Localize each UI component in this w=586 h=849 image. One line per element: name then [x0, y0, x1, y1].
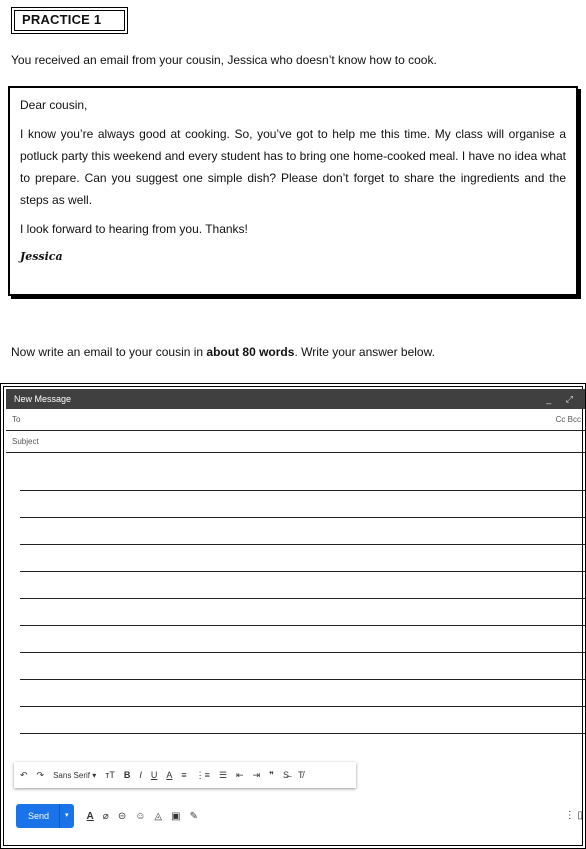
bulleted-list-icon[interactable]: ☰	[218, 769, 228, 780]
font-label: Sans Serif	[53, 770, 90, 780]
answer-line[interactable]	[20, 490, 585, 491]
answer-line[interactable]	[20, 598, 585, 599]
text-size-icon[interactable]: тT	[105, 770, 115, 780]
emoji-icon[interactable]: ☺	[135, 810, 146, 822]
redo-icon[interactable]: ↷	[36, 769, 45, 780]
instruction-bold: about 80 words	[206, 345, 295, 359]
indent-more-icon[interactable]: ⇥	[252, 769, 261, 780]
letter-greeting: Dear cousin,	[20, 98, 88, 112]
compose-header	[6, 389, 585, 409]
letter-body: I know you’re always good at cooking. So, you’ve got to help me this time. My class will organise a potluck party this weekend and every student has to bring one home-cooked meal. I have no idea what to prepare. Can you suggest one simple dish? Please don’t forget to share the ingredients and the steps as well.	[20, 127, 566, 207]
photo-icon[interactable]: ▣	[171, 810, 181, 822]
minimize-expand-icons[interactable]: _ ⤢	[546, 394, 579, 404]
send-label: Send	[28, 811, 50, 821]
link-icon[interactable]: ⊝	[117, 810, 127, 822]
numbered-list-icon[interactable]: ⋮≡	[195, 769, 210, 780]
subject-label: Subject	[12, 437, 39, 446]
chevron-down-icon: ▾	[92, 770, 97, 780]
formatting-options-icon[interactable]: A	[86, 810, 94, 822]
send-button[interactable]	[16, 804, 74, 828]
font-select[interactable]	[53, 771, 96, 780]
instruction-before: Now write an email to your cousin in	[11, 345, 207, 359]
answer-line[interactable]	[20, 571, 585, 572]
to-field[interactable]	[6, 409, 585, 431]
text-color-icon[interactable]: A	[166, 770, 173, 780]
format-toolbar	[14, 762, 356, 788]
bold-icon[interactable]: B	[123, 770, 131, 780]
answer-line[interactable]	[20, 733, 585, 734]
underline-icon[interactable]: U	[150, 770, 158, 780]
instruction	[11, 345, 435, 359]
cc-bcc-link[interactable]: Cc Bcc	[555, 415, 581, 424]
instruction-after: . Write your answer below.	[294, 345, 435, 359]
answer-line[interactable]	[20, 517, 585, 518]
signature-icon[interactable]: ✎	[189, 810, 198, 822]
letter-box	[8, 86, 578, 296]
to-label: To	[12, 415, 21, 424]
indent-less-icon[interactable]: ⇤	[236, 769, 244, 780]
intro-text: You received an email from your cousin, Jessica who doesn’t know how to cook.	[11, 53, 437, 67]
letter-signature: Jessica	[20, 250, 63, 263]
trash-icon[interactable]: ▯	[577, 810, 583, 821]
practice-label: PRACTICE 1	[11, 7, 128, 34]
send-options-icon[interactable]: ▾	[59, 804, 74, 828]
bottom-right-actions	[565, 799, 583, 833]
answer-line[interactable]	[20, 652, 585, 653]
answer-line[interactable]	[20, 544, 585, 545]
quote-icon[interactable]: ❞	[269, 769, 274, 780]
compose-window	[0, 383, 586, 849]
answer-line[interactable]	[20, 679, 585, 680]
italic-icon[interactable]: I	[139, 770, 142, 780]
answer-line[interactable]	[20, 625, 585, 626]
answer-line[interactable]	[20, 706, 585, 707]
letter-closing: I look forward to hearing from you. Thanks!	[20, 222, 248, 236]
attach-icon[interactable]: ⌀	[102, 810, 109, 822]
drive-icon[interactable]: ◬	[154, 810, 163, 822]
compose-bottom-bar	[6, 799, 585, 833]
align-icon[interactable]: ≡	[181, 770, 187, 780]
compose-title: New Message	[14, 394, 72, 404]
subject-field[interactable]	[6, 431, 585, 453]
strikethrough-icon[interactable]: S̶	[282, 770, 289, 780]
clear-format-icon[interactable]: T̸	[297, 770, 304, 780]
more-options-icon[interactable]: ⋮	[564, 810, 575, 821]
undo-icon[interactable]: ↶	[20, 769, 28, 780]
